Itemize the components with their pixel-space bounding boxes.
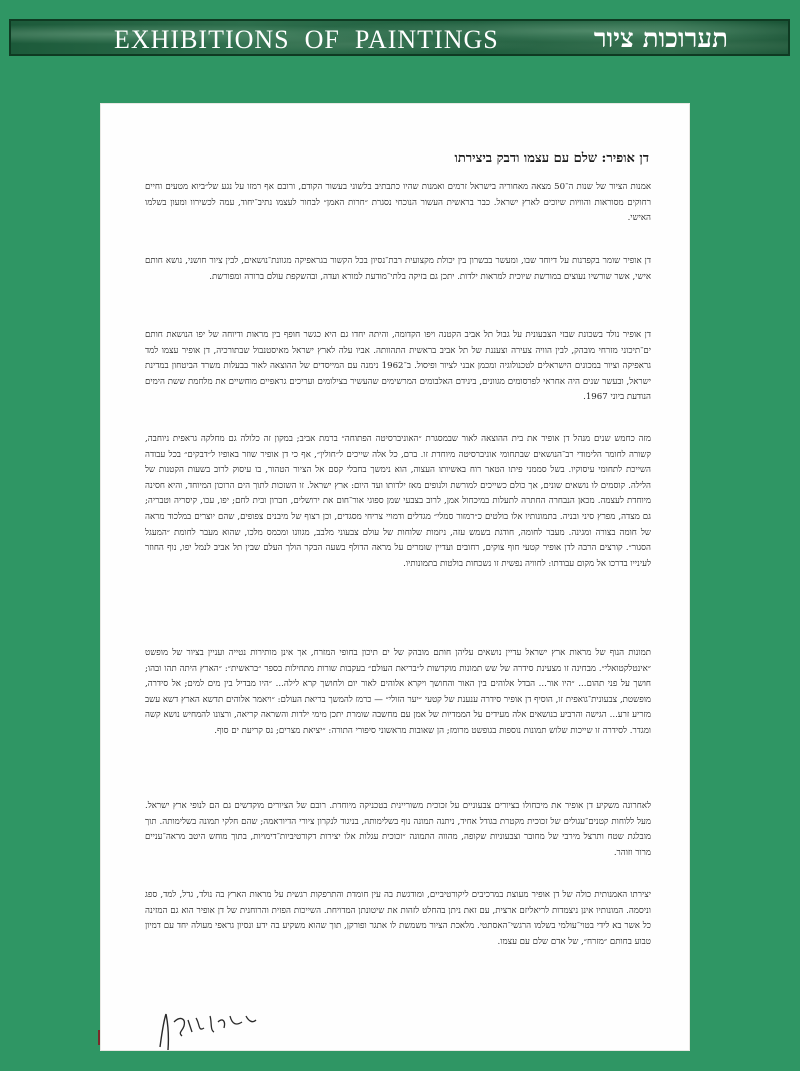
letter-paragraph: דן אופיר נולד בשכונת שבזי הצבעונית על גבול תל אביב הקטנה ויפו הקדומה, והיתה יחדו גם היא כגשר חופף בין מראות ודיוחה של יפו הנושאת חותם ים־תיכוני מזרחי מובהק, לבין הוויה צעירה וצעננת של תל אביב בראשית התהוותה. אביו עלה לארץ ישראל מאיסטנבול שבתורכיה, דן אופיר עצמו למד גראפיקה וציור במכונים הישראלים לטכנולוגיה ומכמן אבני לציור ופיסול. ב־1962 נימנה עם המייסדים של ההוצאה לאור בבעלות משרד הביטחון במדינת ישראל, ובעשר שנים היה אחראי לפרסומים מגוונים, בינידם האלבומים המרשימים שהעשיר בצילומים ועריכים גראפיים מוחשיים את מלחמת ששת הימים הנודעת ביוני 1967. <box>145 330 651 403</box>
handwritten-signature <box>152 1002 272 1062</box>
banner-title-hebrew: תערוכות ציור <box>593 24 728 54</box>
letter-title: דן אופיר: שלם עם עצמו ודבק ביצירתו <box>454 151 649 166</box>
page-edge-mark <box>98 1030 100 1045</box>
exhibitions-banner <box>9 19 790 56</box>
letter-page <box>101 104 689 1050</box>
letter-paragraph: מזה כחמש שנים מנהל דן אופיר את בית ההוצאה לאור שבמסגרת ״האוניברסיטה הפתוחה״ ברמת אביב; במקון זה כלולה גם מחלקה גראפית ניוחבה, קשורה לחומר הלימודי רב־הנושאים שבתחומי אוניברסיטה מיוחדת זו. ברם, כל אלה שייכים ל״חולין״, אף כי דן אופיר שוזר באופיו ל״דבקים״ בכל עבודה השייכת לתחומי עיסוקיו. בשל סממני פיתו הטאר רוח באשיותו העצוה, הוא נימשך בחבלי קסם אל הציור הטהור, בו עיסוק לרוב בשעות הקטנות של הלילה. קוסמים לו נושאים שונים, אך כולם כשייכים למורשת ולנופים מאז ילדותו ועד היום: ארץ ישראל. זו השזכות לתוך הים הרוכון המיוחד, והיא חסינה מיוחדת לעצמה. מכאן הנבחרה החתרה לתעלות במיכחול אמן, לרוב בצבעי שמן ספוגי אור־חום את ירושלים, חברון ובית לחם; יפו, עכו, קיסריה וטבריה; גם מצדה, מפרץ סיני ובניה. בתמונותיו אלו בולטים כ״רמזור סמלי״ מגדלים ודמויי צריחי מסגדים, וכן רצוף של מיבנים צפופים, שהם יוצרים במלכוד מראה של חומה בצורה ומגינה. מעבר לחומה, חודגת בשמש עזה, ניזמות שלוחות של עולם צבעוני מלבב, מגוונו ומכמס מלכו, שהוא מעבר לחומת ״המעגל הסגור״. קורצים הרבה לדן אופיר קטעי חוף צוקים, רחובים ועדיין שומרים על מראה הדולף בשעה הבקר הולך העלם שבין תל אביב לנמל יפו, נוף החוזר לעינייו בדרכו אל מקום עבודתו: לחוויה נפשית זו נשכחות בולטות בתמונותיו. <box>145 434 651 569</box>
letter-paragraph: תמונות הנוף של מראות ארץ ישראל עדיין נושאים עליהן חותם מובהק של ים תיכון בחופי המזרח, אך אינן מותירות נטייה ועניין בציור של מופשט ״אינטלקטואלי״. מבחינה זו מצעינת סידרה של שש תמונות מוקדשות ל״בריאת העולם״ בעקבות שורות מתחילות בספר ״בראשית״: ״הארץ היתה תהו ובהו; חושך על פני תהום... ״היו אור... הבדל אלוהים בין האור והחושך ויקרא אלוהים לאור יום ולחושך קרא לילה... ״היו מבדיל בין מים למים; אל סידרה, מופשטת, צבעונית־גואפית זו, הוסיף דן אופיר סידרה ענענת של קטעי ״יער הזולי״ — כרמז להמשך בריאת העולם: ״ויאמר אלוהים תדשא הארץ דשא עשב מזריע זרע... הגישה והרביע בנושאים אלה מעידים על הממדיות של אמן עם מחשבה שומרת יתכן מימי ילדות והשראה קריאה, ורצונו להמחיש נושא קשה ומגדר. לסידרה זו שייכות שלוש תמונות נוספות בגופשט מרומז; הן שאובות מראשוני סיפורי התורה: ״יציאת מצרים; נס קריעת ים סוף. <box>145 648 651 736</box>
letter-paragraph: לאחרונה משקיע דן אופיר את מיכחולו בציורים צבעוניים על זכוכית משוריינית בטכניקה מיוחדת. רובם של הציורים מוקדשים גם הם לנופי ארץ ישראל. מעל ללוחות קטנים־עגולים של זכוכית מקטרת בגודל אחיד, ניתנה תמונה נוף בשלימותה, בניגוד לנקרון ציורי הדיוראמה; שהם חלקי תמונה בשלימותה. תוך מובלגת שטח ותרצל מירבי של מחובר וצבעוניות שקופה, מהווה התמונה ״זכוכית עגלות אלו יצירות דקורטיביות־דימויות, בתוך מוחש היטב מראה־עניים מרור וזוהר. <box>145 801 651 858</box>
letter-paragraph: אמנות הציור של שנות ה־50 מצאה מאחוריה בישראל זרמים ואמנות שהיו כתבתיב בלשוני בעשור הקודם, ורובם אף רמזו על נגע של״ביוא מטעים וחיים רחוקים מסוראות והוויות שיוכים לארץ ישראל. כבר בראשית העשור הנוכחי נסגרת ״חרות האמן״ לבחור לעצמו נתיב־יחוד, עמה לכשירוו ומעון בשלמו האישי. <box>145 182 651 224</box>
banner-title-english: EXHIBITIONS OF PAINTINGS <box>114 25 499 54</box>
letter-paragraph: דן אופיר שומר בקפדנות על דיוחד שבו, ומעשר בבשרון בין יכולת מקצועית רבת־נסיון בכל הקשור בגראפיקה מגוונת־נושאים, לבין ציור חושני, נושא חותם אישי, אשר שורשיו נעוצים במורשת שיוכית למראות ילדות. יתכן גם בזיקה בלתי־מודעת למורא ועדה, ובהשקפת עולם ברורה ומפורשת. <box>145 256 651 282</box>
letter-paragraph: יצירתו האמנותית כולה של דן אופיר מעוצת במרכיבים ליקורטיביים, ומודגשת בה עין חומדת והתרפקות רגשית על מראות הארץ בה נולד, גדל, למד, ספג וניסמה. המונותיו אינן ניצמדות לריאליזם ארצית, עם זאת ניתן בהחלט לזהות את שיטונתן המדויחת. השייכות הפזית והרוחנית של דן אופיר הוא גם המזינה כל אשר בא לידי בטוי־עולמי בשלמו הרגשי־האסתטי. מלאכת הציור משמשת לו אתגר ופורקן, תוך שהוא משקיע בה ידע ונסיון גראפי מעולה יחד עם דמיון טבוע בחותם ״מזרח״, של אדם שלם עם עצמו. <box>145 890 651 947</box>
